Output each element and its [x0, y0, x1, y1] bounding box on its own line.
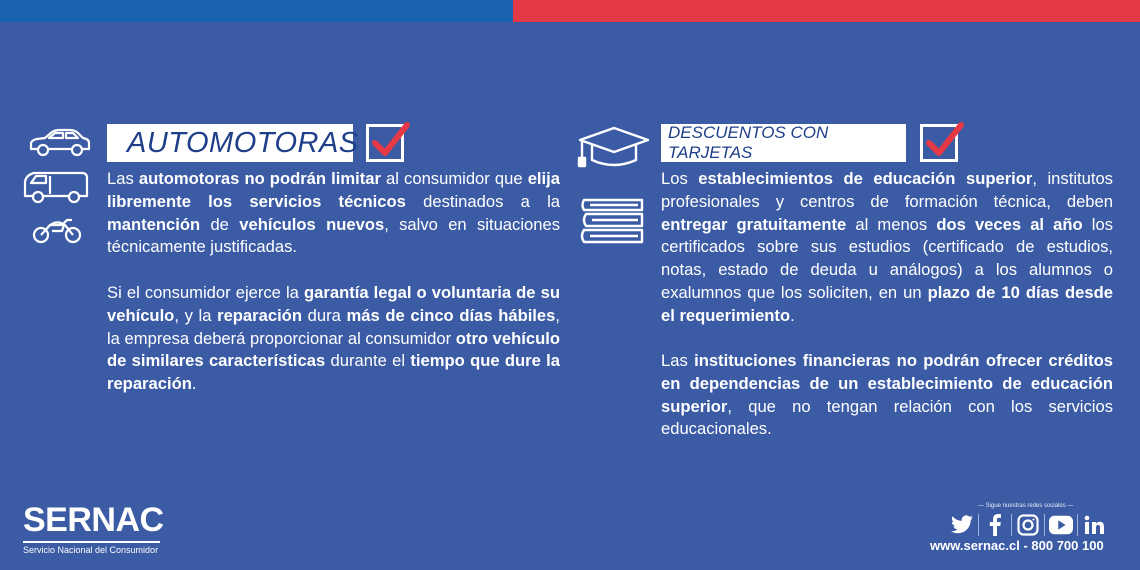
- checkbox-checked-icon: [920, 124, 958, 162]
- section-title-descuentos: DESCUENTOS CON TARJETAS: [661, 124, 906, 162]
- youtube-icon[interactable]: [1049, 513, 1073, 537]
- books-icon: [580, 196, 646, 246]
- automotoras-paragraph-1: Las automotoras no podrán limitar al consumidor que elija libremente los servicios técnicos destinados a la mantención de vehículos nuevos, salvo en situaciones técnicamente justificadas.: [107, 169, 560, 257]
- graduation-cap-icon: [576, 124, 652, 174]
- section-title-automotoras: AUTOMOTORAS: [107, 124, 353, 162]
- car-icon: [28, 128, 92, 158]
- top-bar-blue: [0, 0, 513, 22]
- automotoras-paragraph-2: Si el consumidor ejerce la garantía legal o voluntaria de su vehículo, y la reparación dura más de cinco días hábiles, la empresa deberá proporcionar al consumidor otro vehículo de similares características durante el tiempo que dure la reparación.: [107, 283, 561, 394]
- checkbox-checked-icon: [366, 124, 404, 162]
- logo-name: SERNAC: [23, 501, 164, 539]
- descuentos-paragraph-1: Los establecimientos de educación superior, institutos profesionales y centros de formación técnica, deben entregar gratuitamente al menos dos veces al año los certificados sobre sus estudios (certificado de estudios, notas, estado de deuda u análogos) a los alumnos o exalumnos que los soliciten, en un plazo de 10 días desde el requerimiento.: [661, 169, 1114, 325]
- van-icon: [22, 170, 90, 204]
- social-separator: [1044, 514, 1045, 536]
- twitter-icon[interactable]: [950, 513, 974, 537]
- linkedin-icon[interactable]: [1082, 513, 1106, 537]
- contact-info: www.sernac.cl - 800 700 100: [930, 538, 1104, 553]
- top-bar-red: [513, 0, 1140, 22]
- social-caption: — Sigue nuestras redes sociales —: [978, 503, 1074, 509]
- social-separator: [1011, 514, 1012, 536]
- descuentos-paragraph-2: Las instituciones financieras no podrán ofrecer créditos en dependencias de un establecimiento de educación superior, que no tengan relación con los servicios educacionales.: [661, 351, 1113, 439]
- motorcycle-icon: [32, 214, 82, 244]
- logo-subtitle: Servicio Nacional del Consumidor: [23, 545, 159, 555]
- social-links: [950, 513, 1106, 537]
- social-separator: [1077, 514, 1078, 536]
- logo-divider: [23, 541, 160, 543]
- facebook-icon[interactable]: [983, 513, 1007, 537]
- social-separator: [978, 514, 979, 536]
- instagram-icon[interactable]: [1016, 513, 1040, 537]
- sernac-logo: [23, 503, 164, 555]
